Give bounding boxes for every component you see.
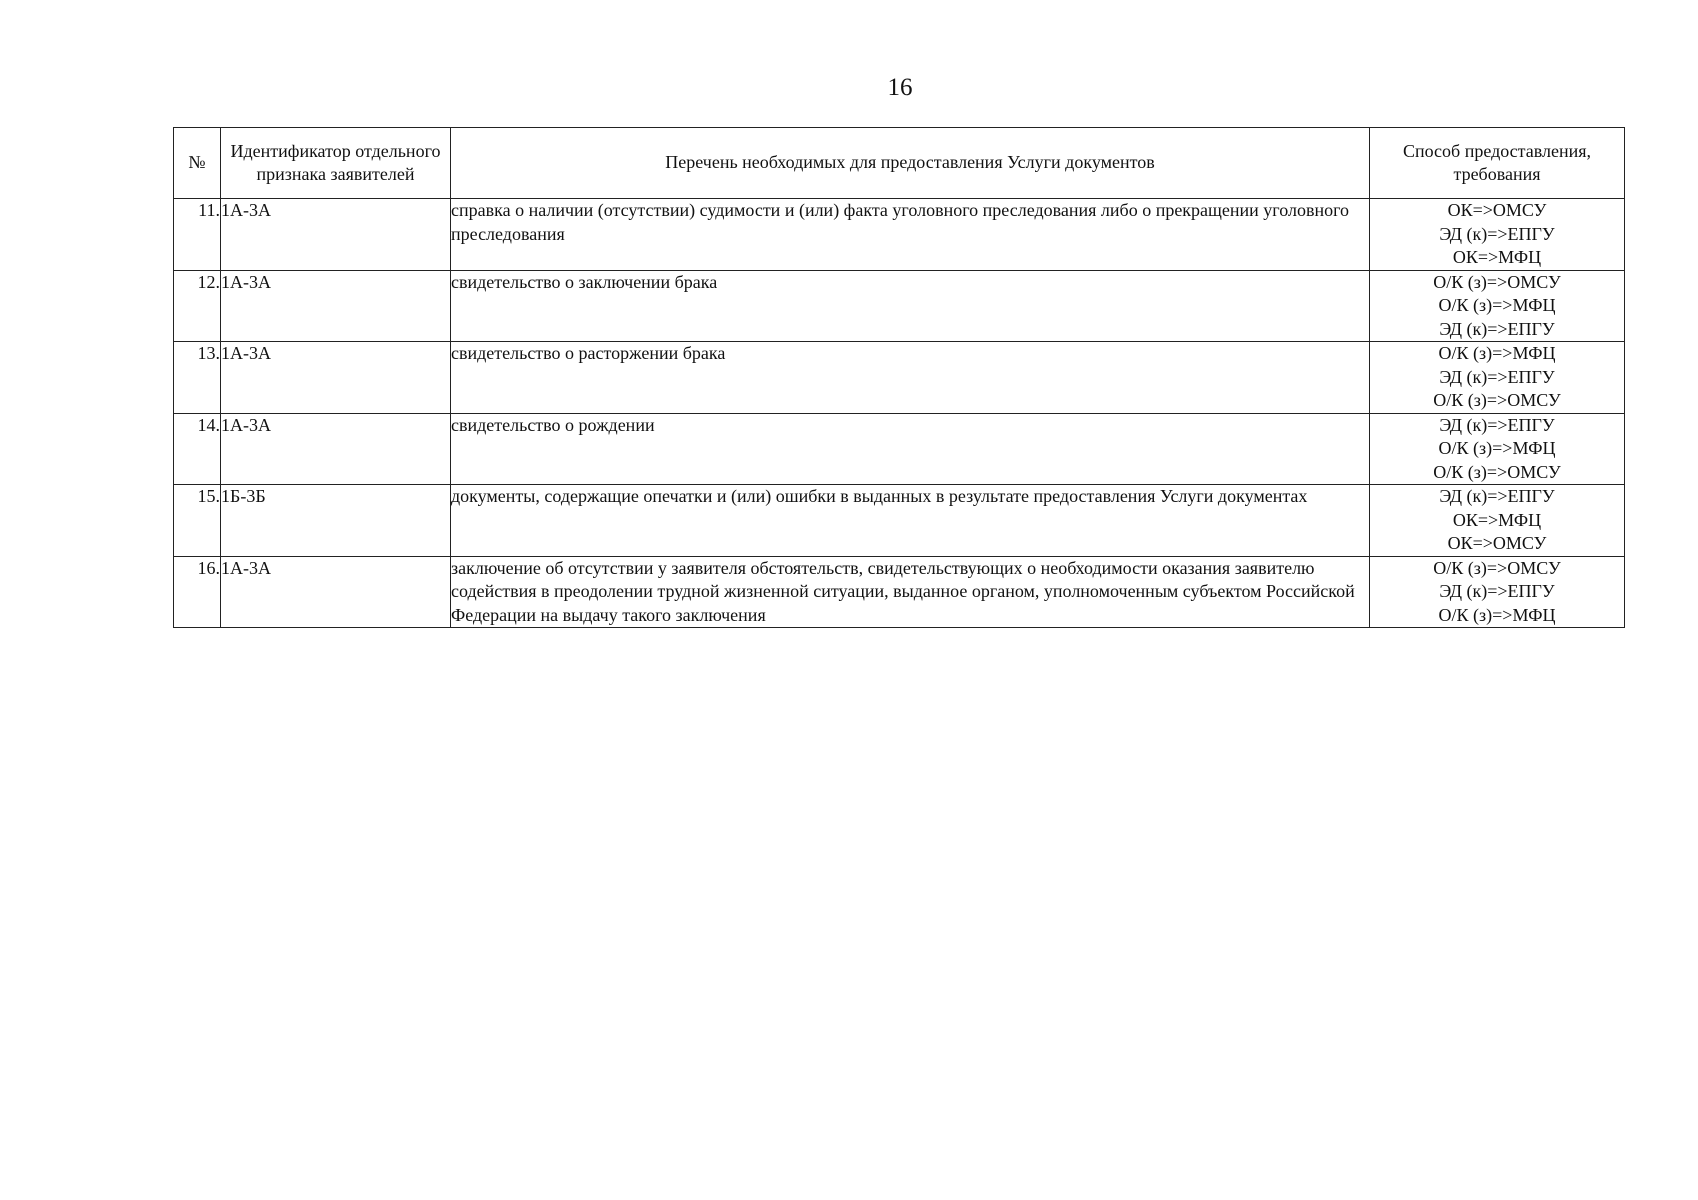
table-row bbox=[174, 485, 1625, 557]
method-item: ОК=>МФЦ bbox=[1452, 509, 1542, 530]
documents-table bbox=[173, 127, 1625, 628]
row-num: 13. bbox=[174, 342, 221, 414]
method-item: О/К (з)=>ОМСУ bbox=[1433, 557, 1561, 578]
row-document: свидетельство о рождении bbox=[451, 413, 1370, 485]
method-item: ЭД (к)=>ЕПГУ bbox=[1439, 486, 1555, 506]
method-item: О/К (з)=>МФЦ bbox=[1438, 343, 1556, 363]
method-item: ОК=>МФЦ bbox=[1452, 247, 1542, 267]
table-header-row bbox=[174, 128, 1625, 199]
row-identifier: 1А-3А bbox=[221, 270, 451, 342]
row-num: 15. bbox=[174, 485, 221, 557]
method-item: ЭД (к)=>ЕПГУ bbox=[1439, 223, 1555, 244]
row-identifier: 1А-3А bbox=[221, 413, 451, 485]
method-item: ЭД (к)=>ЕПГУ bbox=[1439, 318, 1555, 339]
row-methods bbox=[1370, 413, 1625, 485]
row-document: свидетельство о расторжении брака bbox=[451, 342, 1370, 414]
row-methods bbox=[1370, 485, 1625, 557]
method-item: О/К (з)=>МФЦ bbox=[1438, 438, 1556, 458]
row-num: 14. bbox=[174, 413, 221, 485]
page-number: 16 bbox=[887, 74, 913, 101]
method-item: ЭД (к)=>ЕПГУ bbox=[1439, 414, 1555, 435]
table-row bbox=[174, 413, 1625, 485]
method-item: О/К (з)=>ОМСУ bbox=[1433, 390, 1561, 410]
table-row bbox=[174, 199, 1625, 271]
method-item: ОК=>ОМСУ bbox=[1447, 200, 1547, 220]
row-num: 16. bbox=[174, 556, 221, 628]
method-item: ОК=>ОМСУ bbox=[1447, 533, 1547, 553]
row-document: справка о наличии (отсутствии) судимости и (или) факта уголовного преследования либо о прекращении уголовного преследования bbox=[451, 199, 1370, 271]
row-methods bbox=[1370, 342, 1625, 414]
header-num: № bbox=[174, 128, 221, 199]
row-num: 12. bbox=[174, 270, 221, 342]
row-num: 11. bbox=[174, 199, 221, 271]
row-methods bbox=[1370, 556, 1625, 628]
row-document: свидетельство о заключении брака bbox=[451, 270, 1370, 342]
row-identifier: 1Б-3Б bbox=[221, 485, 451, 557]
row-identifier: 1А-3А bbox=[221, 342, 451, 414]
method-item: О/К (з)=>ОМСУ bbox=[1433, 461, 1561, 482]
method-item: ЭД (к)=>ЕПГУ bbox=[1439, 366, 1555, 387]
row-identifier: 1А-3А bbox=[221, 556, 451, 628]
row-document: документы, содержащие опечатки и (или) ошибки в выданных в результате предоставления Услуги документах bbox=[451, 485, 1370, 557]
table-row bbox=[174, 342, 1625, 414]
method-item: О/К (з)=>МФЦ bbox=[1438, 295, 1556, 315]
table-row bbox=[174, 270, 1625, 342]
method-item: ЭД (к)=>ЕПГУ bbox=[1439, 581, 1555, 601]
header-documents: Перечень необходимых для предоставления Услуги документов bbox=[451, 128, 1370, 199]
method-item: О/К (з)=>ОМСУ bbox=[1433, 271, 1561, 292]
method-item: О/К (з)=>МФЦ bbox=[1438, 604, 1556, 625]
row-document: заключение об отсутствии у заявителя обстоятельств, свидетельствующих о необходимости оказания заявителю содействия в преодолении трудной жизненной ситуации, выданное органом, уполномоченным субъектом Российской Федерации на выдачу такого заключения bbox=[451, 556, 1370, 628]
row-identifier: 1А-3А bbox=[221, 199, 451, 271]
row-methods bbox=[1370, 270, 1625, 342]
table-row bbox=[174, 556, 1625, 628]
header-identifier: Идентификатор отдельного признака заявителей bbox=[221, 128, 451, 199]
row-methods bbox=[1370, 199, 1625, 271]
header-method: Способ предоставления, требования bbox=[1370, 128, 1625, 199]
